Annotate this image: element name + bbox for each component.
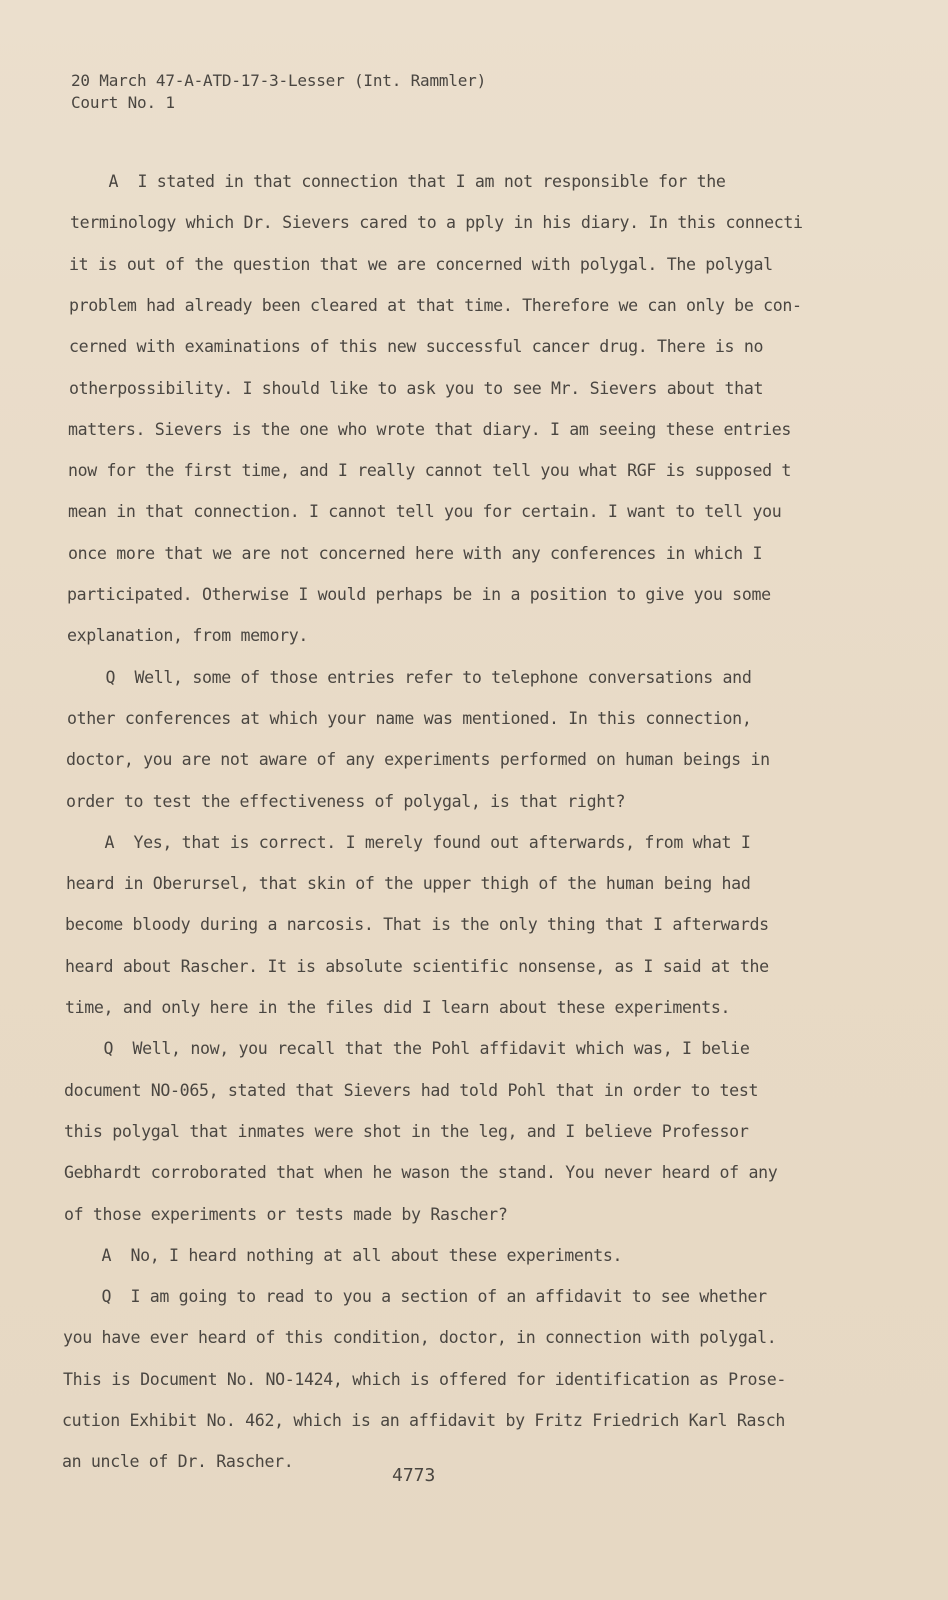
header-line-date-case: 20 March 47-A-ATD-17-3-Lesser (Int. Rammler) — [71, 71, 487, 90]
transcript-line: cerned with examinations of this new successful cancer drug. There is no — [69, 337, 764, 357]
transcript-line: This is Document No. NO-1424, which is offered for identification as Prose- — [63, 1369, 787, 1389]
transcript-line: become bloody during a narcosis. That is the only thing that I afterwards — [65, 915, 769, 935]
page-number: 4773 — [392, 1465, 436, 1486]
transcript-line: Q Well, now, you recall that the Pohl affidavit which was, I belie — [65, 1039, 750, 1059]
header-line-court: Court No. 1 — [71, 93, 175, 112]
transcript-line: matters. Sievers is the one who wrote that diary. I am seeing these entries — [68, 419, 792, 439]
transcript-line: once more that we are not concerned here with any conferences in which I — [68, 543, 763, 563]
transcript-line: heard in Oberursel, that skin of the upper thigh of the human being had — [66, 874, 751, 894]
transcript-line: of those experiments or tests made by Rascher? — [64, 1204, 508, 1224]
transcript-line: otherpossibility. I should like to ask you to see Mr. Sievers about that — [69, 378, 764, 398]
transcript-line: A Yes, that is correct. I merely found out afterwards, from what I — [66, 832, 751, 852]
transcript-line: you have ever heard of this condition, doctor, in connection with polygal. — [63, 1328, 777, 1348]
transcript-line: heard about Rascher. It is absolute scientific nonsense, as I said at the — [65, 956, 769, 976]
transcript-line: A No, I heard nothing at all about these experiments. — [63, 1245, 623, 1265]
transcript-line: it is out of the question that we are concerned with polygal. The polygal — [69, 254, 773, 274]
transcript-line: Q I am going to read to you a section of an affidavit to see whether — [63, 1287, 767, 1307]
document-header — [71, 70, 486, 114]
transcript-line: now for the first time, and I really cannot tell you what RGF is supposed t — [68, 461, 792, 481]
transcript-line: cution Exhibit No. 462, which is an affidavit by Fritz Friedrich Karl Rasch — [62, 1411, 786, 1430]
transcript-line: terminology which Dr. Sievers cared to a pply in his diary. In this connecti — [70, 213, 803, 233]
transcript-line: other conferences at which your name was mentioned. In this connection, — [67, 708, 752, 728]
transcript-line: Gebhardt corroborated that when he wason the stand. You never heard of any — [64, 1163, 778, 1183]
transcript-line: time, and only here in the files did I learn about these experiments. — [65, 998, 731, 1017]
transcript-line: an uncle of Dr. Rascher. — [62, 1452, 294, 1472]
transcript-line: order to test the effectiveness of polygal, is that right? — [66, 791, 626, 811]
transcript-line: document NO-065, stated that Sievers had told Pohl that in order to test — [64, 1080, 759, 1100]
transcript-line: doctor, you are not aware of any experiments performed on human beings in — [66, 750, 770, 770]
transcript-line: participated. Otherwise I would perhaps be in a position to give you some — [67, 585, 771, 604]
transcript-line: explanation, from memory. — [67, 626, 309, 646]
transcript-line: problem had already been cleared at that time. Therefore we can only be con- — [69, 295, 802, 315]
transcript-line: mean in that connection. I cannot tell you for certain. I want to tell you — [68, 502, 782, 522]
transcript-line: A I stated in that connection that I am not responsible for the — [70, 172, 726, 191]
transcript-line: Q Well, some of those entries refer to telephone conversations and — [67, 667, 752, 687]
transcript-line: this polygal that inmates were shot in the leg, and I believe Professor — [64, 1121, 749, 1141]
